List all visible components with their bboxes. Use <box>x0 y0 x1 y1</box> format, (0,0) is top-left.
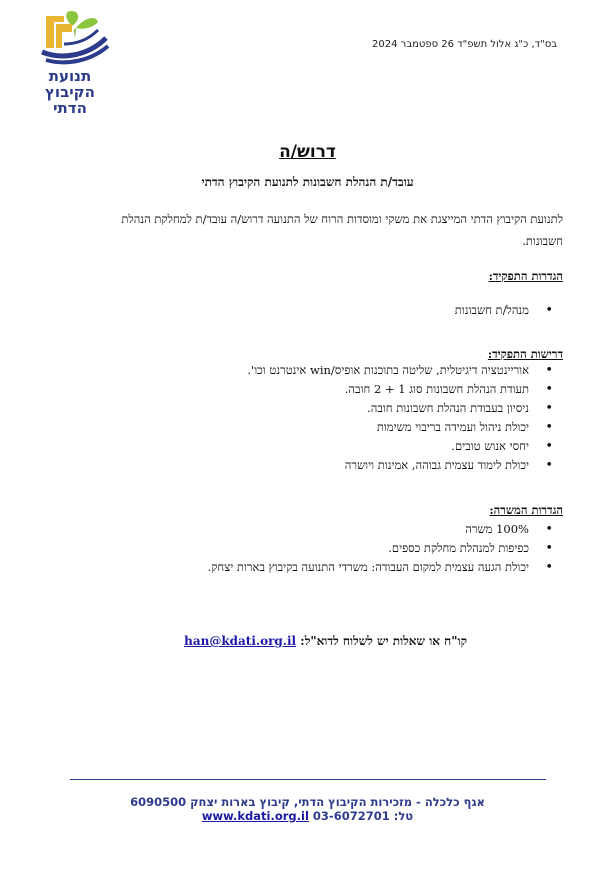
role-definitions-heading: הגדרות התפקיד: <box>488 269 563 283</box>
contact-text: קו"ח או שאלות יש לשלוח לדוא"ל: <box>300 634 467 648</box>
footer-address: אגף כלכלה - מזכירות הקיבוץ הדתי, קיבוץ בארות יצחק 6090500 <box>130 795 485 809</box>
footer-phone: טל: 03-6072701 <box>312 809 414 823</box>
list-item: • יכולת ניהול ועמידה בריבוי משימות <box>247 418 529 437</box>
document-date: בס"ד, כ"ג אלול תשפ"ד 26 ספטמבר 2024 <box>372 39 557 50</box>
contact-line <box>184 634 467 649</box>
role-definitions-list <box>455 301 559 320</box>
intro-paragraph: לתנועת הקיבוץ הדתי המייצגת את משקי ומוסדות הרוח של התנועה דרוש/ה עובד/ת למחלקת הנהלת חשבונות. <box>121 212 563 248</box>
list-item: • יכולת לימוד עצמית גבוהה, אמינות ויושרה <box>247 456 529 475</box>
list-item: • ניסיון בעבודת הנהלת חשבונות חובה. <box>247 399 529 418</box>
logo-emblem-icon <box>28 8 112 70</box>
list-item: • כפיפות למנהלת מחלקת כספים. <box>208 539 529 558</box>
footer-contact-line <box>0 809 615 823</box>
footer-divider <box>70 779 546 780</box>
organization-logo <box>28 8 112 116</box>
list-item: • יחסי אנוש טובים. <box>247 437 529 456</box>
list-item: • יכולת הגעה עצמית למקום העבודה: משרדי התנועה בקיבוץ בארות יצחק. <box>208 558 529 577</box>
position-definitions-heading: הגדרות המשרה: <box>489 503 563 517</box>
list-item: • מנהל/ת חשבונות <box>455 301 529 320</box>
requirements-heading: דרישות התפקיד: <box>487 347 563 361</box>
job-subtitle: עובד/ת הנהלת חשבונות לתנועת הקיבוץ הדתי <box>201 175 414 189</box>
list-item: • 100% משרה <box>208 520 529 539</box>
logo-text-line-1: תנועת <box>48 67 92 85</box>
footer <box>0 795 615 823</box>
position-definitions-list <box>208 520 559 577</box>
list-item: • תעודת הנהלת חשבונות סוג 1 + 2 חובה. <box>247 380 529 399</box>
requirements-list <box>247 361 559 475</box>
list-item: • אוריינטציה דיגיטלית, שליטה בתוכנות אופיס/win אינטרנט וכו'. <box>247 361 529 380</box>
page-title: דרוש/ה <box>279 142 336 162</box>
footer-website-link[interactable]: www.kdati.org.il <box>201 809 309 823</box>
logo-text-line-2: הקיבוץ <box>45 83 95 101</box>
contact-email-link[interactable]: han@kdati.org.il <box>184 634 297 648</box>
logo-text-line-3: הדתי <box>53 99 87 117</box>
